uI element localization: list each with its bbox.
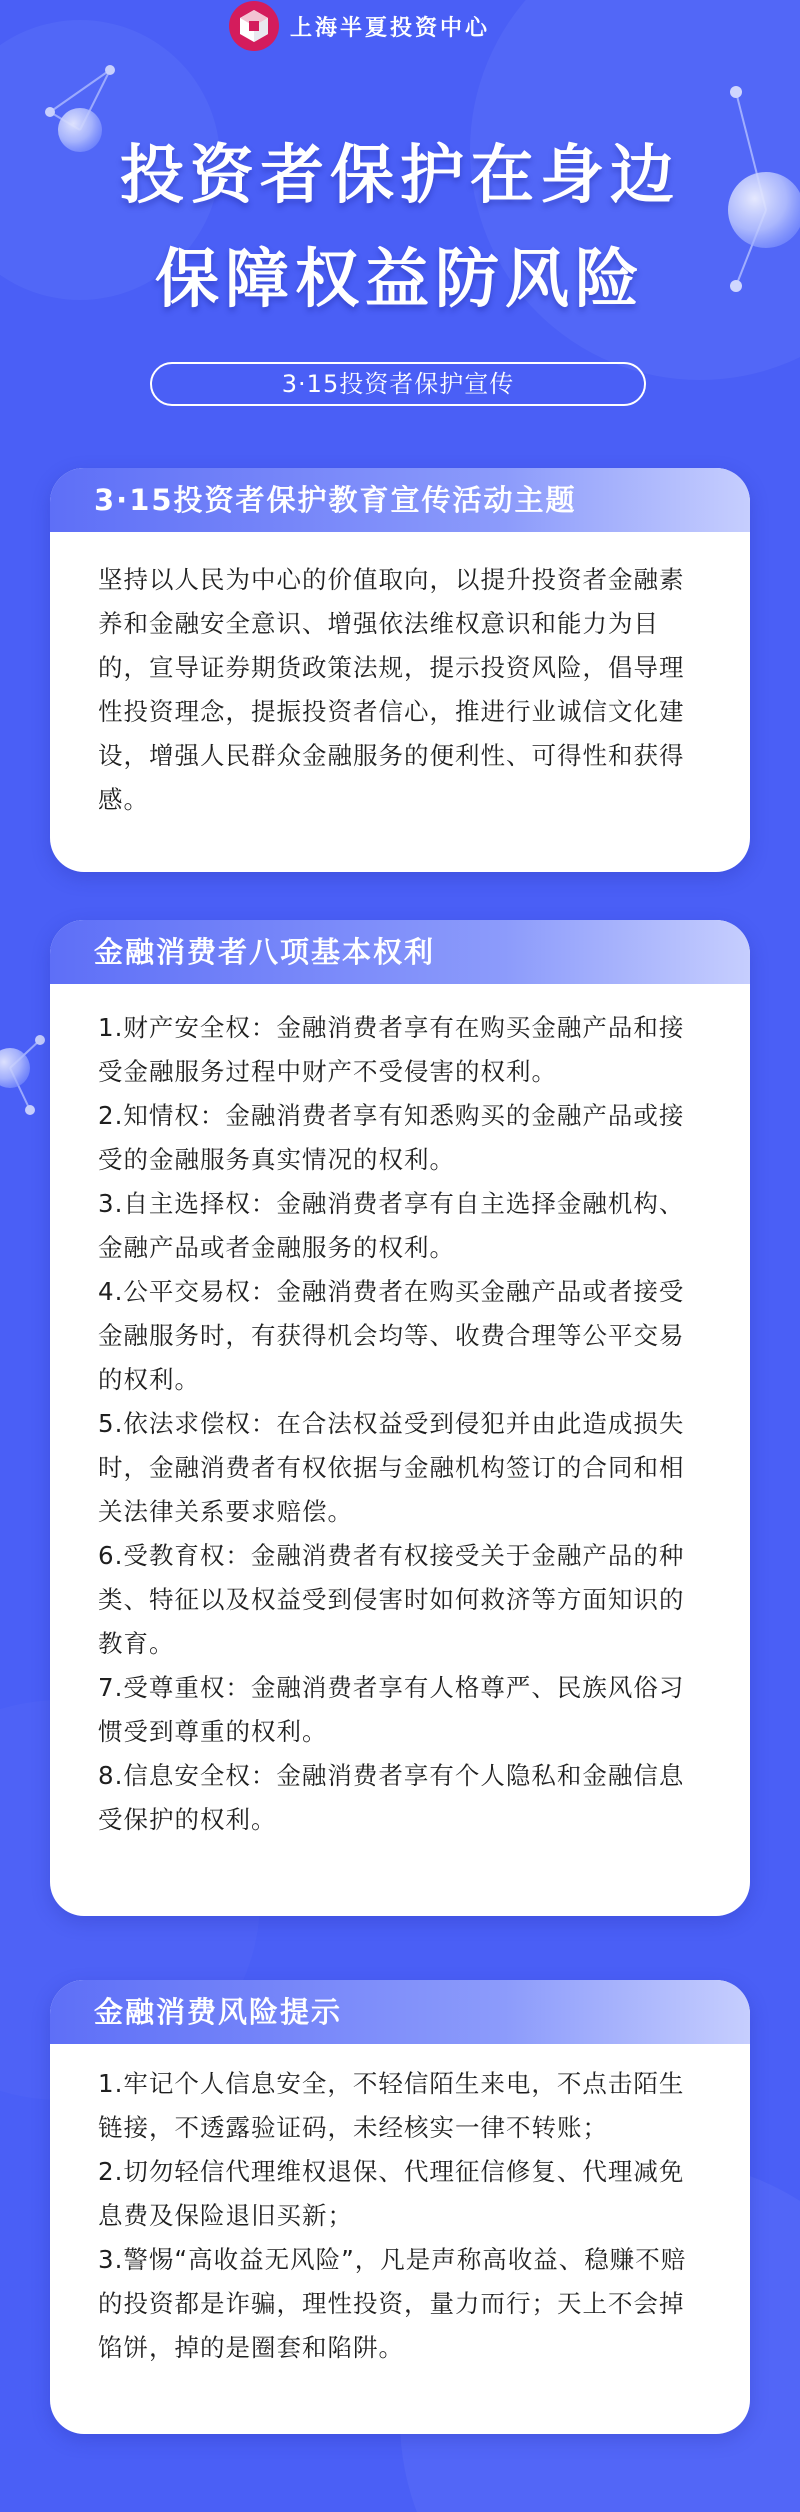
risk-card-body xyxy=(50,2044,750,2370)
rights-item: 3.自主选择权：金融消费者享有自主选择金融机构、金融产品或者金融服务的权利。 xyxy=(98,1189,685,1262)
risk-card xyxy=(50,1980,750,2434)
rights-item: 2.知情权：金融消费者享有知悉购买的金融产品或接受的金融服务真实情况的权利。 xyxy=(98,1101,685,1174)
org-name: 上海半夏投资中心 xyxy=(290,15,491,41)
theme-paragraph: 坚持以人民为中心的价值取向，以提升投资者金融素养和金融安全意识、增强依法维权意识和能力为目的，宣导证券期货政策法规，提示投资风险，倡导理性投资理念，提振投资者信心，推进行业诚信文化建设，增强人民群众金融服务的便利性、可得性和获得感。 xyxy=(98,565,685,814)
subtitle-pill: 3·15投资者保护宣传 xyxy=(150,362,646,406)
theme-card-title: 3·15投资者保护教育宣传活动主题 xyxy=(50,468,750,532)
rights-item: 5.依法求偿权：在合法权益受到侵犯并由此造成损失时，金融消费者有权依据与金融机构签订的合同和相关法律关系要求赔偿。 xyxy=(98,1409,685,1526)
risk-item: 3.警惕“高收益无风险”，凡是声称高收益、稳赚不赔的投资都是诈骗，理性投资，量力而行；天上不会掉馅饼，掉的是圈套和陷阱。 xyxy=(98,2245,687,2362)
page-header xyxy=(0,0,800,52)
rights-item: 4.公平交易权：金融消费者在购买金融产品或者接受金融服务时，有获得机会均等、收费合理等公平交易的权利。 xyxy=(98,1277,685,1394)
rights-item: 1.财产安全权：金融消费者享有在购买金融产品和接受金融服务过程中财产不受侵害的权利。 xyxy=(98,1013,685,1086)
risk-item: 2.切勿轻信代理维权退保、代理征信修复、代理减免息费及保险退旧买新； xyxy=(98,2157,685,2230)
rights-item: 6.受教育权：金融消费者有权接受关于金融产品的种类、特征以及权益受到侵害时如何救济等方面知识的教育。 xyxy=(98,1541,685,1658)
molecule-decoration-mid xyxy=(0,1035,45,1115)
rights-card xyxy=(50,920,750,1916)
rights-item: 8.信息安全权：金融消费者享有个人隐私和金融信息受保护的权利。 xyxy=(98,1761,685,1834)
rights-card-title: 金融消费者八项基本权利 xyxy=(50,920,750,984)
hero-title-line1: 投资者保护在身边 xyxy=(120,139,680,213)
rights-item: 7.受尊重权：金融消费者享有人格尊严、民族风俗习惯受到尊重的权利。 xyxy=(98,1673,685,1746)
hero-title-line2: 保障权益防风险 xyxy=(155,243,645,317)
theme-card-body xyxy=(50,532,750,822)
theme-card xyxy=(50,468,750,872)
cube-logo-icon xyxy=(228,0,280,52)
org-logo xyxy=(228,0,490,52)
risk-item: 1.牢记个人信息安全，不轻信陌生来电，不点击陌生链接，不透露验证码，未经核实一律不转账； xyxy=(98,2069,685,2142)
rights-card-body xyxy=(50,984,750,1842)
risk-card-title: 金融消费风险提示 xyxy=(50,1980,750,2044)
